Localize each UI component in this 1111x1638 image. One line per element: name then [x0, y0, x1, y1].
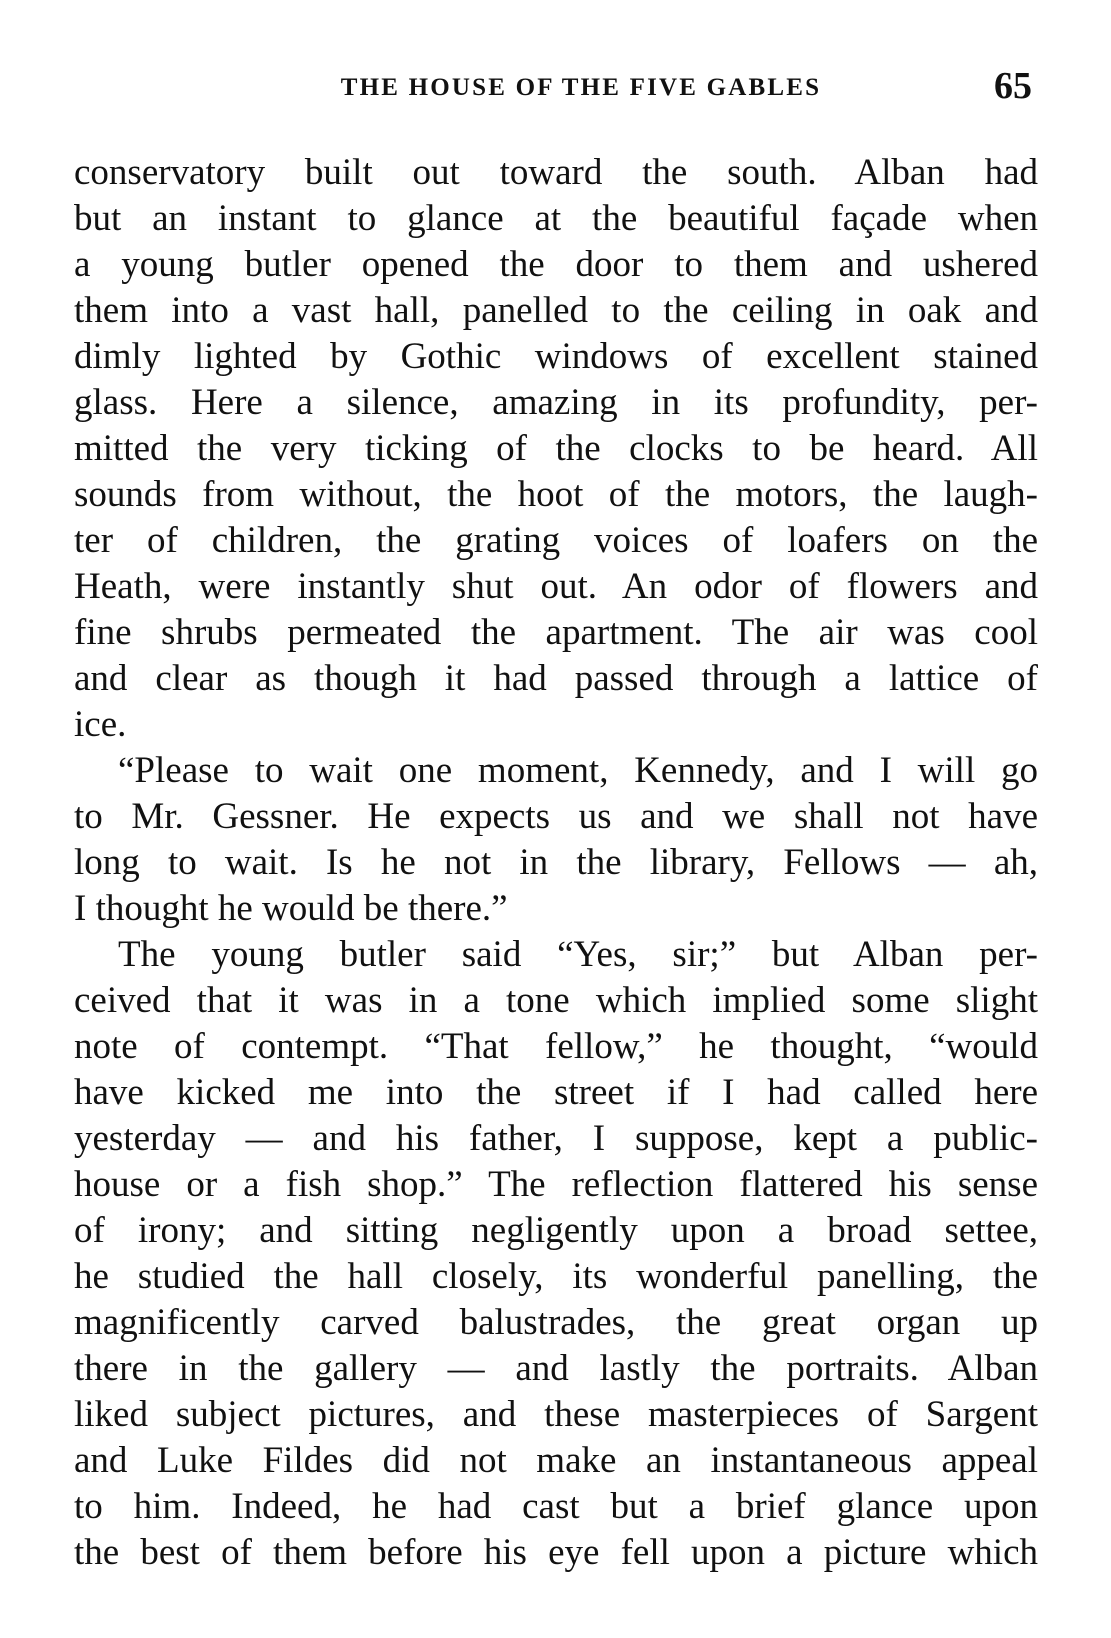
text-line: note of contempt. “That fellow,” he thought, “would [74, 1026, 1038, 1067]
body-text [74, 150, 1038, 1576]
text-line: house or a fish shop.” The reflection flattered his sense [74, 1164, 1038, 1205]
text-line: long to wait. Is he not in the library, Fellows — ah, [74, 842, 1038, 883]
text-line: liked subject pictures, and these masterpieces of Sargent [74, 1394, 1038, 1435]
text-line: yesterday — and his father, I suppose, kept a public- [74, 1118, 1038, 1159]
running-title: THE HOUSE OF THE FIVE GABLES [340, 74, 822, 101]
text-line: there in the gallery — and lastly the portraits. Alban [74, 1348, 1038, 1389]
text-line: the best of them before his eye fell upon a picture which [74, 1532, 1038, 1573]
text-line: conservatory built out toward the south. Alban had [74, 152, 1038, 193]
running-head [74, 62, 1038, 122]
text-line: I thought he would be there.” [74, 888, 508, 929]
page-number: 65 [994, 65, 1032, 107]
text-line: but an instant to glance at the beautiful façade when [74, 198, 1038, 239]
text-line: and clear as though it had passed through a lattice of [74, 658, 1038, 699]
text-line: have kicked me into the street if I had called here [74, 1072, 1038, 1113]
paragraph [74, 932, 1038, 1576]
text-line: dimly lighted by Gothic windows of excellent stained [74, 336, 1038, 377]
text-line: fine shrubs permeated the apartment. The air was cool [74, 612, 1038, 653]
paragraph [74, 748, 1038, 932]
text-line: mitted the very ticking of the clocks to be heard. All [74, 428, 1038, 469]
text-line: ice. [74, 704, 127, 745]
text-line: Heath, were instantly shut out. An odor of flowers and [74, 566, 1038, 607]
text-line: and Luke Fildes did not make an instantaneous appeal [74, 1440, 1038, 1481]
text-line: them into a vast hall, panelled to the ceiling in oak and [74, 290, 1038, 331]
text-line: ceived that it was in a tone which implied some slight [74, 980, 1038, 1021]
text-line: “Please to wait one moment, Kennedy, and I will go [118, 750, 1038, 791]
text-line: a young butler opened the door to them and ushered [74, 244, 1038, 285]
text-line: sounds from without, the hoot of the motors, the laugh- [74, 474, 1038, 515]
text-line: The young butler said “Yes, sir;” but Alban per- [118, 934, 1038, 975]
text-line: ter of children, the grating voices of loafers on the [74, 520, 1038, 561]
text-line: of irony; and sitting negligently upon a broad settee, [74, 1210, 1038, 1251]
text-line: he studied the hall closely, its wonderful panelling, the [74, 1256, 1038, 1297]
paragraph [74, 150, 1038, 748]
text-line: to Mr. Gessner. He expects us and we shall not have [74, 796, 1038, 837]
text-line: to him. Indeed, he had cast but a brief glance upon [74, 1486, 1038, 1527]
text-line: glass. Here a silence, amazing in its profundity, per- [74, 382, 1038, 423]
text-line: magnificently carved balustrades, the great organ up [74, 1302, 1038, 1343]
